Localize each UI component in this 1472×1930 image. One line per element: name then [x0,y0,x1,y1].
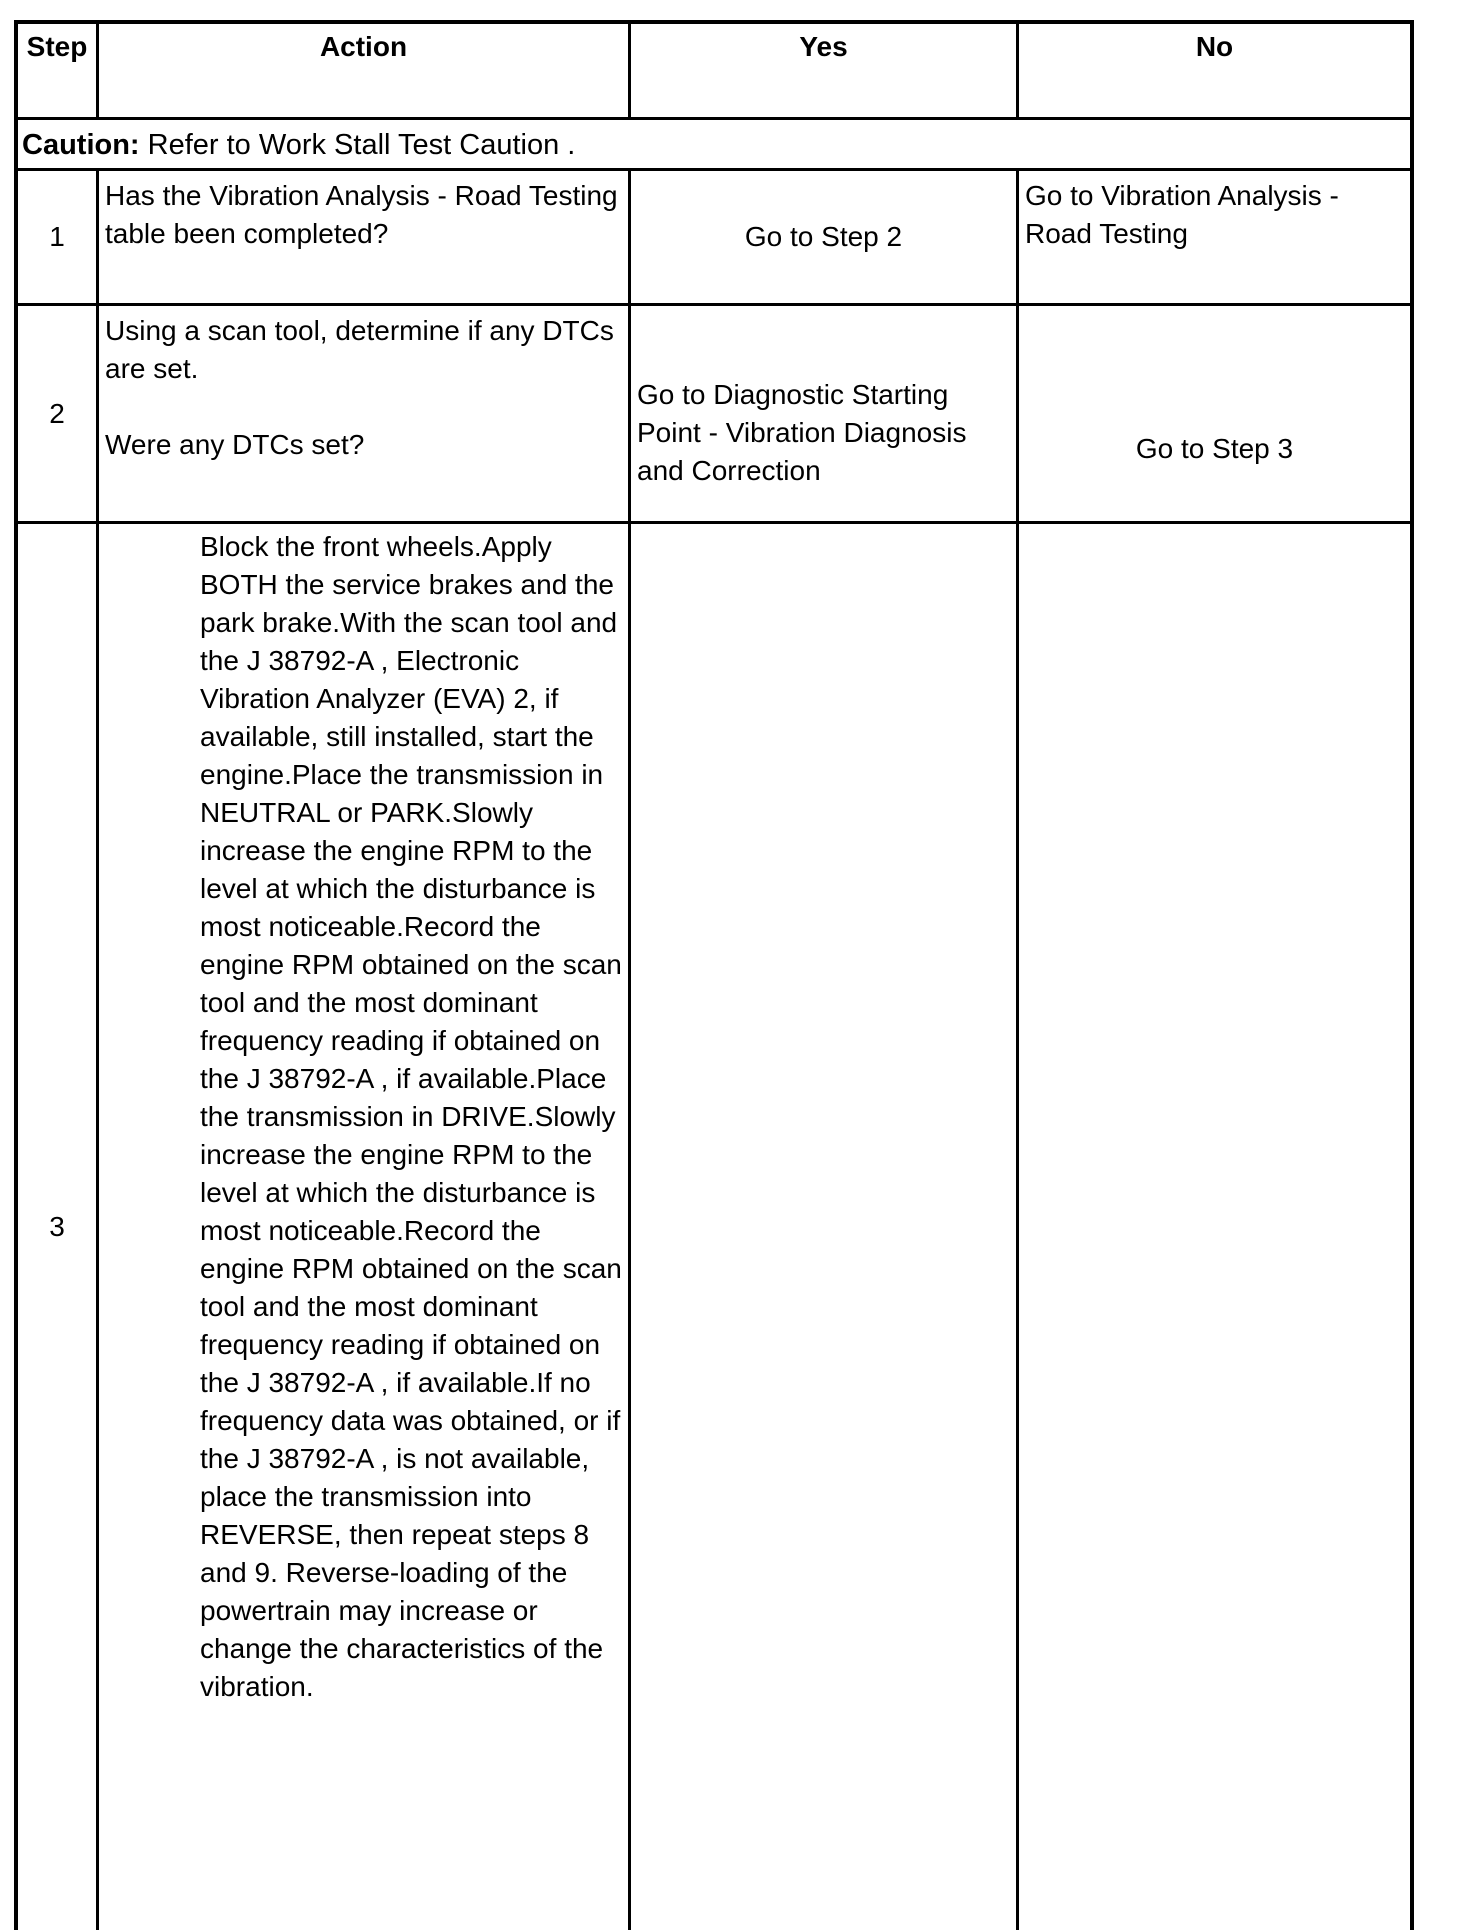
header-step: Step [26,31,88,62]
no-result [1019,306,1410,521]
yes-result [631,524,1016,1930]
header-no: No [1195,31,1234,62]
caution-label: Caution: [22,129,140,161]
action-procedure: Block the front wheels.Apply BOTH the service brakes and the park brake.With the scan tool and the J 38792-A , Electronic Vibration Analyzer (EVA) 2, if available, still installed, start the engine.Place the transmission in NEUTRAL or PARK.Slowly increase the engine RPM to the level at which the disturbance is most noticeable.Record the engine RPM obtained on the scan tool and the most dominant frequency reading if obtained on the J 38792-A , if available.Place the transmission in DRIVE.Slowly increase the engine RPM to the level at which the disturbance is most noticeable.Record the engine RPM obtained on the scan tool and the most dominant frequency reading if obtained on the J 38792-A , if available.If no frequency data was obtained, or if the J 38792-A , is not available, place the transmission into REVERSE, then repeat steps 8 and 9. Reverse-loading of the powertrain may increase or change the characteristics of the vibration. [200,531,622,1702]
table-row-step-1 [18,171,1410,306]
yes-result-text: Go to Step 2 [744,221,903,252]
step-number: 1 [49,221,65,252]
action-instruction: Using a scan tool, determine if any DTCs are set. [105,315,614,384]
diagnostic-table [14,20,1414,1930]
table-row-step-2 [18,306,1410,524]
caution-note [18,120,1410,168]
caution-text: Refer to Work Stall Test Caution . [139,129,576,161]
caution-row [18,120,1410,171]
step-number: 2 [49,397,65,429]
action-text: Has the Vibration Analysis - Road Testing table been completed? [105,180,618,249]
yes-result [631,171,1016,303]
header-row [18,24,1410,120]
no-result [1019,524,1410,1930]
step-number: 3 [49,1211,65,1242]
header-action: Action [319,31,408,62]
no-result-text: Go to Step 3 [1135,433,1294,464]
yes-result [631,306,1016,521]
yes-result-text: Go to Diagnostic Starting Point - Vibration Diagnosis and Correction [637,378,967,486]
action-text [99,306,628,521]
table-row-step-3 [18,524,1410,1930]
header-yes: Yes [799,31,848,62]
action-question: Were any DTCs set? [105,429,365,460]
no-result: Go to Vibration Analysis - Road Testing [1025,180,1339,249]
action-text [99,524,628,1930]
